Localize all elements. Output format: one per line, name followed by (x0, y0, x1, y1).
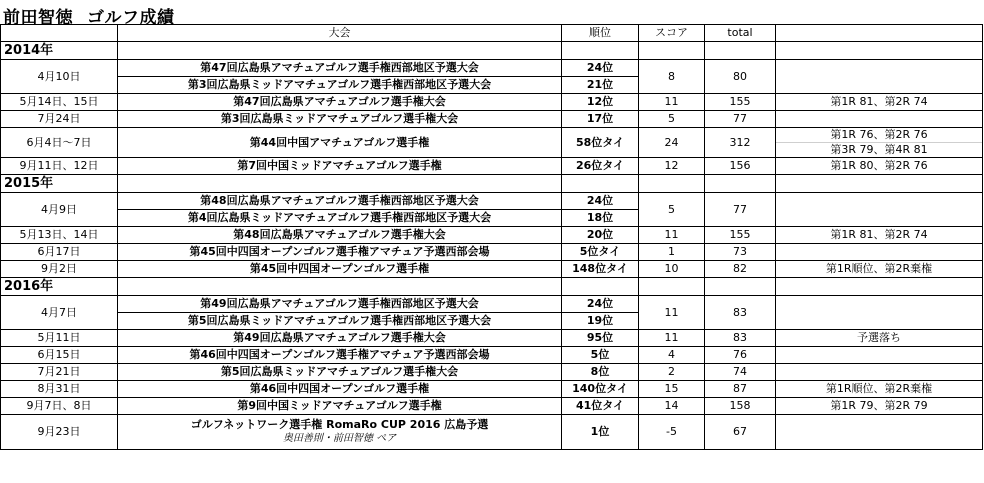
year-row-blank (705, 278, 776, 296)
note-text: 第3R 79、第4R 81 (776, 142, 982, 157)
year-label: 2014年 (1, 42, 118, 60)
date-cell: 9月23日 (1, 415, 118, 450)
score-cell: 1 (639, 244, 705, 261)
table-row (1, 227, 983, 244)
total-cell: 87 (705, 381, 776, 398)
table-row (1, 158, 983, 175)
table-row (1, 94, 983, 111)
year-row-blank (118, 175, 562, 193)
date-cell: 6月4日～7日 (1, 128, 118, 158)
event-name: 第45回中四国オープンゴルフ選手権アマチュア予選西部会場 (189, 245, 490, 258)
event-name: 第49回広島県アマチュアゴルフ選手権西部地区予選大会 (200, 297, 479, 310)
year-row-blank (118, 42, 562, 60)
notes-cell (776, 193, 983, 227)
date-cell: 6月15日 (1, 347, 118, 364)
notes-cell (776, 296, 983, 330)
rank-cell: 5位 (562, 347, 639, 364)
event-cell (118, 313, 562, 330)
year-row-blank (639, 278, 705, 296)
notes-cell (776, 347, 983, 364)
year-row-blank (705, 175, 776, 193)
header-taikai: 大会 (118, 25, 562, 42)
score-cell: -5 (639, 415, 705, 450)
score-cell: 11 (639, 94, 705, 111)
notes-cell (776, 330, 983, 347)
event-name: 第3回広島県ミッドアマチュアゴルフ選手権大会 (220, 112, 459, 125)
rank-cell: 8位 (562, 364, 639, 381)
notes-cell (776, 60, 983, 94)
rank-cell: 1位 (562, 415, 639, 450)
event-cell (118, 128, 562, 158)
note-text: 第1R 79、第2R 79 (830, 399, 928, 412)
title-subject: ゴルフ成績 (87, 8, 175, 28)
note-text: 第1R順位、第2R棄権 (825, 262, 933, 275)
event-cell (118, 364, 562, 381)
event-name: 第5回広島県ミッドアマチュアゴルフ選手権大会 (220, 365, 459, 378)
event-name: 第47回広島県アマチュアゴルフ選手権大会 (233, 95, 446, 108)
table-row (1, 128, 983, 158)
rank-cell: 24位 (562, 193, 639, 210)
year-row-blank (705, 42, 776, 60)
event-name: 第48回広島県アマチュアゴルフ選手権大会 (233, 228, 446, 241)
total-cell: 83 (705, 330, 776, 347)
event-cell (118, 415, 562, 450)
event-cell (118, 77, 562, 94)
note-text: 第1R 81、第2R 74 (830, 95, 928, 108)
table-row (1, 347, 983, 364)
notes-cell (776, 128, 983, 158)
event-cell (118, 210, 562, 227)
event-name: 第7回中国ミッドアマチュアゴルフ選手権 (237, 159, 442, 172)
rank-cell: 140位タイ (562, 381, 639, 398)
event-cell (118, 261, 562, 278)
event-cell (118, 296, 562, 313)
total-cell: 155 (705, 94, 776, 111)
date-cell: 4月7日 (1, 296, 118, 330)
event-name: 第5回広島県ミッドアマチュアゴルフ選手権西部地区予選大会 (187, 314, 492, 327)
total-cell: 82 (705, 261, 776, 278)
table-row (1, 261, 983, 278)
total-cell: 76 (705, 347, 776, 364)
rank-cell: 12位 (562, 94, 639, 111)
notes-cell (776, 158, 983, 175)
date-cell: 8月31日 (1, 381, 118, 398)
rank-cell: 95位 (562, 330, 639, 347)
note-text: 予選落ち (857, 331, 901, 344)
table-row (1, 60, 983, 77)
date-cell: 4月10日 (1, 60, 118, 94)
total-cell: 155 (705, 227, 776, 244)
date-cell: 4月9日 (1, 193, 118, 227)
event-name: 第9回中国ミッドアマチュアゴルフ選手権 (237, 399, 442, 412)
title-name: 前田智徳 (3, 8, 73, 28)
year-row-blank (562, 42, 639, 60)
notes-cell (776, 364, 983, 381)
score-cell: 11 (639, 330, 705, 347)
event-cell (118, 227, 562, 244)
year-label: 2016年 (1, 278, 118, 296)
date-cell: 7月24日 (1, 111, 118, 128)
year-row (1, 175, 983, 193)
total-cell: 158 (705, 398, 776, 415)
table-row (1, 330, 983, 347)
table-row (1, 398, 983, 415)
table-row (1, 381, 983, 398)
date-cell: 5月13日、14日 (1, 227, 118, 244)
notes-cell (776, 244, 983, 261)
score-cell: 11 (639, 296, 705, 330)
score-cell: 5 (639, 193, 705, 227)
event-cell (118, 398, 562, 415)
rank-cell: 41位タイ (562, 398, 639, 415)
year-row-blank (776, 278, 983, 296)
score-cell: 8 (639, 60, 705, 94)
table-row (1, 364, 983, 381)
table-row (1, 296, 983, 313)
event-cell (118, 111, 562, 128)
event-cell (118, 60, 562, 77)
rank-cell: 5位タイ (562, 244, 639, 261)
date-cell: 7月21日 (1, 364, 118, 381)
header-score: スコア (639, 25, 705, 42)
score-cell: 4 (639, 347, 705, 364)
notes-cell (776, 398, 983, 415)
table-row (1, 244, 983, 261)
total-cell: 312 (705, 128, 776, 158)
notes-cell (776, 381, 983, 398)
note-text: 第1R 81、第2R 74 (830, 228, 928, 241)
total-cell: 80 (705, 60, 776, 94)
event-cell (118, 94, 562, 111)
event-cell (118, 347, 562, 364)
rank-cell: 148位タイ (562, 261, 639, 278)
event-name: 第4回広島県ミッドアマチュアゴルフ選手権西部地区予選大会 (187, 211, 492, 224)
event-name: 第48回広島県アマチュアゴルフ選手権西部地区予選大会 (200, 194, 479, 207)
event-cell (118, 193, 562, 210)
year-row-blank (639, 175, 705, 193)
notes-cell (776, 415, 983, 450)
event-cell (118, 158, 562, 175)
rank-cell: 21位 (562, 77, 639, 94)
score-cell: 14 (639, 398, 705, 415)
notes-cell (776, 261, 983, 278)
rank-cell: 18位 (562, 210, 639, 227)
score-cell: 12 (639, 158, 705, 175)
rank-cell: 26位タイ (562, 158, 639, 175)
score-cell: 11 (639, 227, 705, 244)
event-name: 第3回広島県ミッドアマチュアゴルフ選手権西部地区予選大会 (187, 78, 492, 91)
header-total: total (705, 25, 776, 42)
score-cell: 24 (639, 128, 705, 158)
header-notes (776, 25, 983, 42)
score-cell: 15 (639, 381, 705, 398)
rank-cell: 24位 (562, 296, 639, 313)
note-text: 第1R順位、第2R棄権 (825, 382, 933, 395)
event-name: ゴルフネットワーク選手権 RomaRo CUP 2016 広島予選 (190, 418, 489, 431)
year-row-blank (562, 175, 639, 193)
event-cell (118, 244, 562, 261)
header-date (1, 25, 118, 42)
date-cell: 9月7日、8日 (1, 398, 118, 415)
rank-cell: 58位タイ (562, 128, 639, 158)
total-cell: 156 (705, 158, 776, 175)
rank-cell: 24位 (562, 60, 639, 77)
score-cell: 10 (639, 261, 705, 278)
header-juni: 順位 (562, 25, 639, 42)
year-row-blank (776, 42, 983, 60)
year-row-blank (776, 175, 983, 193)
table-row (1, 415, 983, 450)
event-cell (118, 381, 562, 398)
pair-label: 奥田善則・前田智徳 ペア (282, 433, 397, 444)
rank-cell: 17位 (562, 111, 639, 128)
notes-cell (776, 227, 983, 244)
score-cell: 5 (639, 111, 705, 128)
event-name: 第49回広島県アマチュアゴルフ選手権大会 (233, 331, 446, 344)
note-text: 第1R 76、第2R 76 (830, 128, 928, 141)
event-name: 第44回中国アマチュアゴルフ選手権 (249, 135, 430, 149)
header-row (1, 25, 983, 42)
date-cell: 6月17日 (1, 244, 118, 261)
rank-cell: 20位 (562, 227, 639, 244)
event-name: 第45回中四国オープンゴルフ選手権 (249, 262, 430, 275)
table-row (1, 193, 983, 210)
total-cell: 73 (705, 244, 776, 261)
date-cell: 5月11日 (1, 330, 118, 347)
year-row (1, 42, 983, 60)
total-cell: 77 (705, 111, 776, 128)
rank-cell: 19位 (562, 313, 639, 330)
year-row-blank (639, 42, 705, 60)
year-label: 2015年 (1, 175, 118, 193)
date-cell: 9月2日 (1, 261, 118, 278)
note-text: 第1R 80、第2R 76 (830, 159, 928, 172)
results-table (0, 24, 983, 450)
event-name: 第47回広島県アマチュアゴルフ選手権西部地区予選大会 (200, 61, 479, 74)
year-row-blank (118, 278, 562, 296)
event-name: 第46回中四国オープンゴルフ選手権 (249, 382, 430, 395)
table-row (1, 111, 983, 128)
event-name: 第46回中四国オープンゴルフ選手権アマチュア予選西部会場 (189, 348, 490, 361)
total-cell: 67 (705, 415, 776, 450)
total-cell: 77 (705, 193, 776, 227)
notes-cell (776, 111, 983, 128)
total-cell: 74 (705, 364, 776, 381)
score-cell: 2 (639, 364, 705, 381)
year-row-blank (562, 278, 639, 296)
event-cell (118, 330, 562, 347)
date-cell: 5月14日、15日 (1, 94, 118, 111)
notes-cell (776, 94, 983, 111)
date-cell: 9月11日、12日 (1, 158, 118, 175)
year-row (1, 278, 983, 296)
total-cell: 83 (705, 296, 776, 330)
